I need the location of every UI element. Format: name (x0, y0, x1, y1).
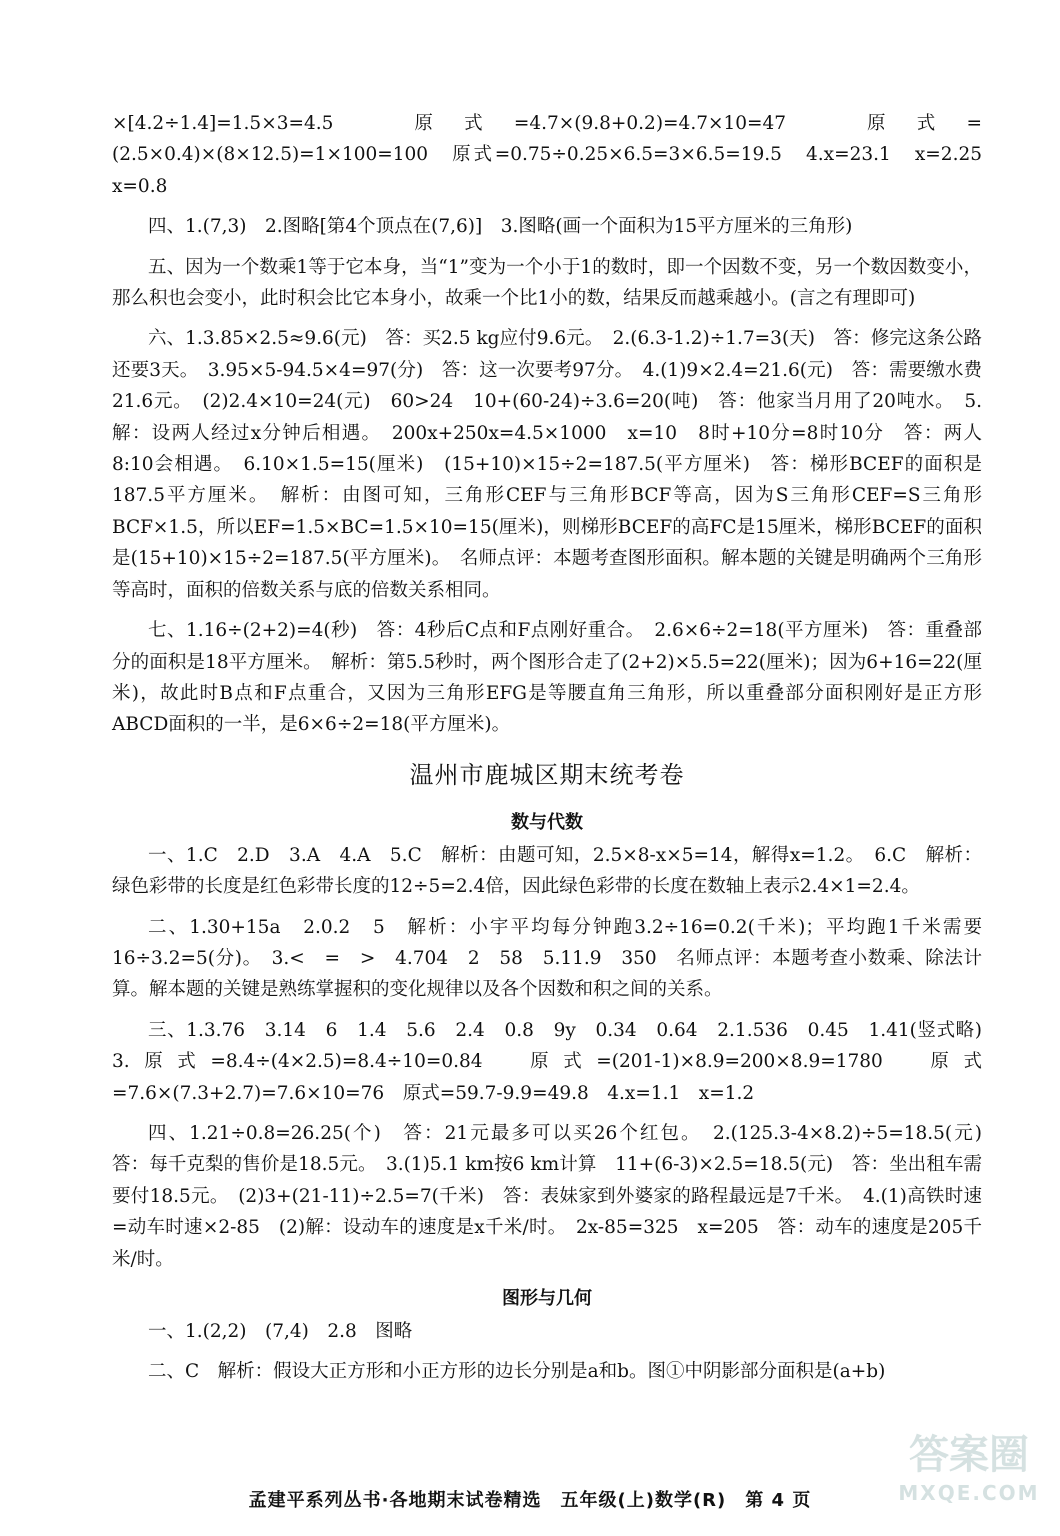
paragraph-bottom-0: 一、1.(2,2) (7,4) 2.8 图略 (148, 1321, 413, 1342)
paragraph-top-1: 四、1.(7,3) 2.图略[第4个顶点在(7,6)] 3.图略(画一个面积为15平方厘米的三角形) (148, 216, 853, 238)
watermark-text-top: 答案圈 (909, 1432, 1029, 1478)
paragraph-top-4: 七、1.16÷(2+2)=4(秒) 答：4秒后C点和F点刚好重合。 2.6×6÷2=18(平方厘米) 答：重叠部分的面积是18平方厘米。 解析：第5.5秒时，两个图形合走了(2+2)×5.5=22(厘米)；因为6+16=22(厘米)，故此时B点和F点重合，又因为三角形EFG是等腰直角三角形，所以重叠部分面积刚好是正方形ABCD面积的一半，是6×6÷2=18(平方厘米)。 (112, 620, 982, 736)
paragraph-mid-0: 一、1.C 2.D 3.A 4.A 5.C 解析：由题可知，2.5×8-x×5=14，解得x=1.2。 6.C 解析：绿色彩带的长度是红色彩带长度的12÷5=2.4倍，因此绿色彩带的长度在数轴上表示2.4×1=2.4。 (112, 844, 982, 898)
sub-title-number-algebra: 数与代数 (511, 811, 583, 833)
paragraph-mid-3: 四、1.21÷0.8=26.25(个) 答：21元最多可以买26个红包。 2.(125.3-4×8.2)÷5=18.5(元) 答：每千克梨的售价是18.5元。 3.(1)5.1 km按6 km计算 11+(6-3)×2.5=18.5(元) 答：坐出租车需要付18.5元。 (2)3+(21-11)÷2.5=7(千米) 答：表妹家到外婆家的路程最远是7千米。 4.(1)高铁时速=动车时速×2-85 (2)解：设动车的速度是x千米/时。 2x-85=325 x=205 答：动车的速度是205千米/时。 (112, 1122, 1001, 1270)
sub-title-geometry: 图形与几何 (502, 1288, 592, 1309)
page-footer: 孟建平系列丛书·各地期末试卷精选 五年级(上)数学(R) 第 4 页 (248, 1490, 812, 1511)
paragraph-top-2: 五、因为一个数乘1等于它本身，当“1”变为一个小于1的数时，即一个因数不变，另一个数因数变小，那么积也会变小，此时积会比它本身小，故乘一个比1小的数，结果反而越乘越小。(言之有理即可) (112, 256, 982, 310)
document-body (112, 108, 1001, 1397)
watermark-text-bottom: MXQE.COM (898, 1481, 1040, 1505)
paragraph-mid-2: 三、1.3.76 3.14 6 1.4 5.6 2.4 0.8 9y 0.34 0.64 2.1.536 0.45 1.41(竖式略) 3.原式=8.4÷(4×2.5)=8.4÷10=0.84 原式=(201-1)×8.9=200×8.9=1780 原式=7.6×(7.3+2.7)=7.6×10=76 原式=59.7-9.9=49.8 4.x=1.1 x=1.2 (112, 1019, 1001, 1104)
watermark-logo (894, 1430, 1044, 1522)
paragraph-mid-1: 二、1.30+15a 2.0.2 5 解析：小宇平均每分钟跑3.2÷16=0.2(千米)；平均跑1千米需要16÷3.2=5(分)。 3.< = > 4.704 2 58 5.11.9 350 名师点评：本题考查小数乘、除法计算。解本题的关键是熟练掌握积的变化规律以及各个因数和积之间的关系。 (112, 916, 982, 1001)
section-title: 温州市鹿城区期末统考卷 (409, 760, 685, 789)
paragraph-bottom-1: 二、C 解析：假设大正方形和小正方形的边长分别是a和b。图①中阴影部分面积是(a+b) (148, 1361, 886, 1383)
paragraph-top-3: 六、1.3.85×2.5≈9.6(元) 答：买2.5 kg应付9.6元。 2.(6.3-1.2)÷1.7=3(天) 答：修完这条公路还要3天。 3.95×5-94.5×4=97(分) 答：这一次要考97分。 4.(1)9×2.4=21.6(元) 答：需要缴水费21.6元。 (2)2.4×10=24(元) 60>24 10+(60-24)÷3.6=20(吨) 答：他家当月用了20吨水。 5.解：设两人经过x分钟后相遇。 200x+250x=4.5×1000 x=10 8时+10分=8时10分 答：两人8:10会相遇。 6.10×1.5=15(厘米) (15+10)×15÷2=187.5(平方厘米) 答：梯形BCEF的面积是187.5平方厘米。 解析：由图可知，三角形CEF与三角形BCF等高，因为S三角形CEF=S三角形BCF×1.5，所以EF=1.5×BC=1.5×10=15(厘米)，则梯形BCEF的高FC是15厘米，梯形BCEF的面积是(15+10)×15÷2=187.5(平方厘米)。 名师点评：本题考查图形面积。解本题的关键是明确两个三角形等高时，面积的倍数关系与底的倍数关系相同。 (112, 328, 982, 601)
paragraph-top-0: ×[4.2÷1.4]=1.5×3=4.5 原式=4.7×(9.8+0.2)=4.7×10=47 原式=(2.5×0.4)×(8×12.5)=1×100=100 原式=0.75÷0.25×6.5=3×6.5=19.5 4.x=23.1 x=2.25 x=0.8 (112, 113, 1001, 197)
